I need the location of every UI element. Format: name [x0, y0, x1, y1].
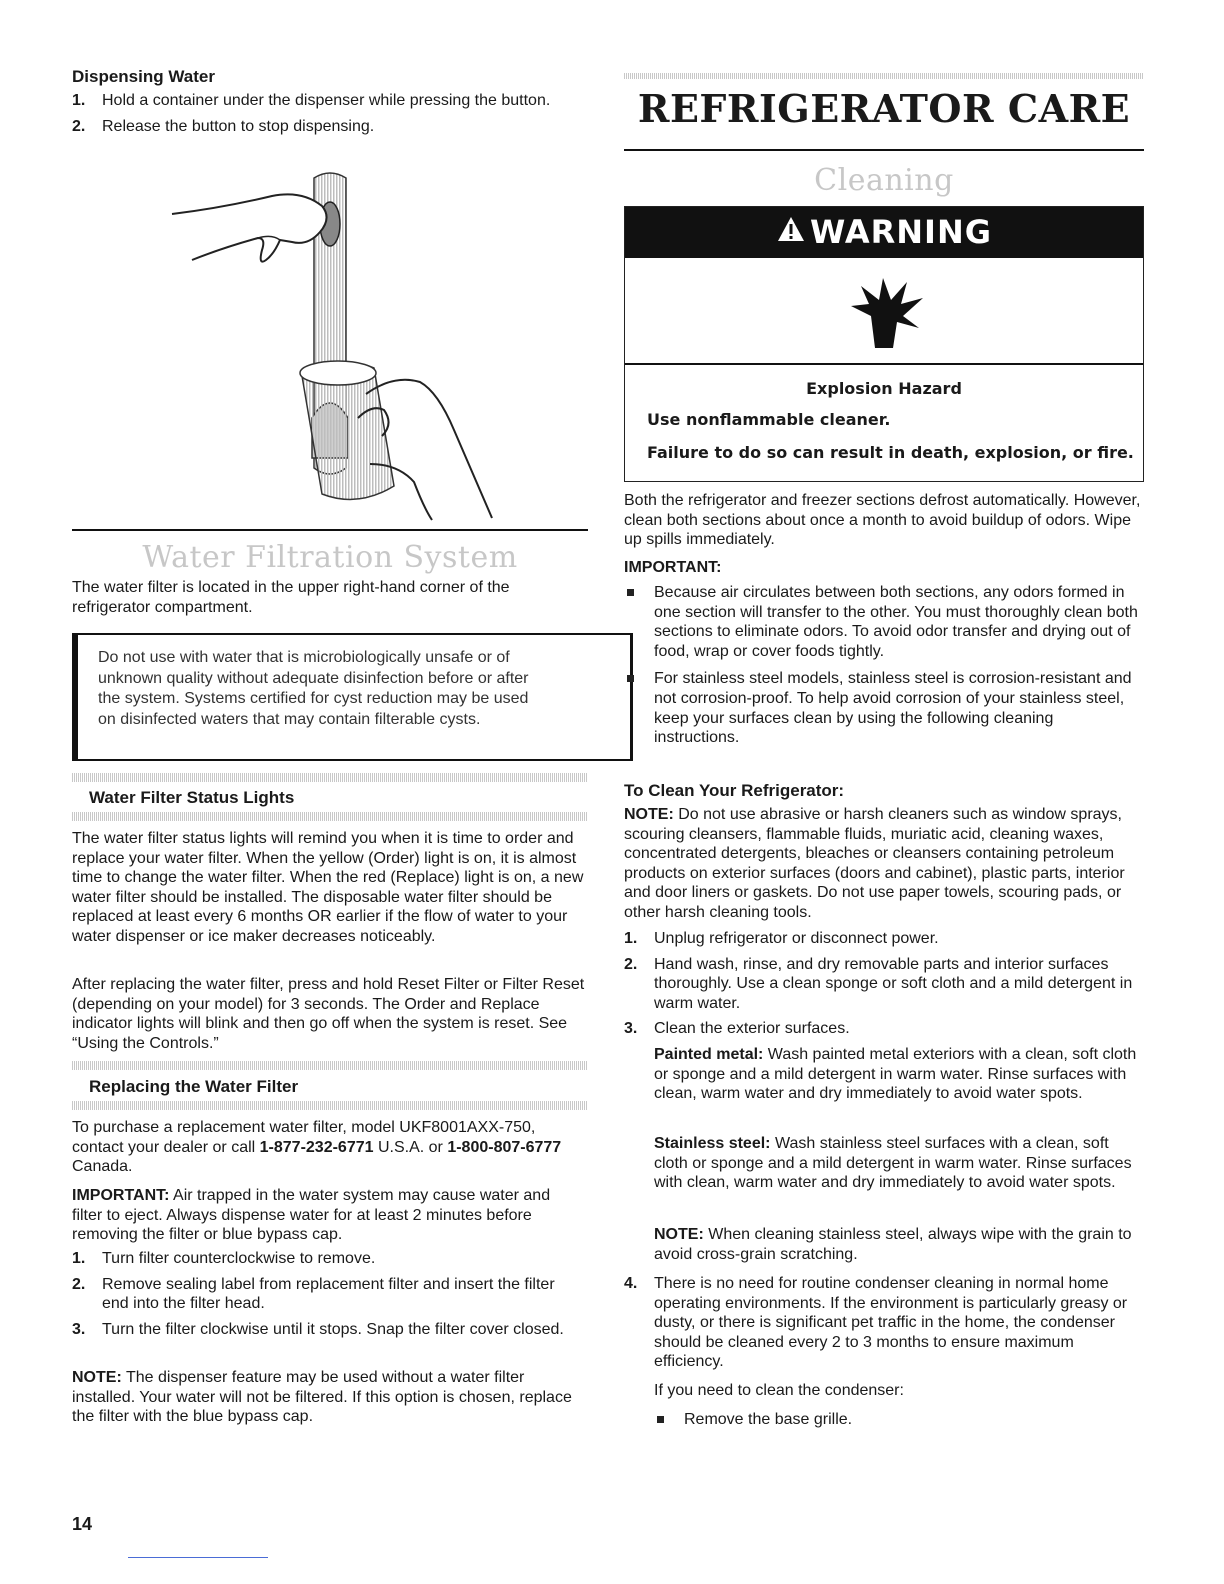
bullet-icon	[657, 1416, 664, 1423]
purchase-filter-text: To purchase a replacement water filter, model UKF8001AXX-750, contact your dealer or call 1-877-232-6771 U.S.A. or 1-800-807-6777 Canada.	[72, 1119, 562, 1176]
warning-triangle-icon	[776, 213, 806, 251]
bullet-icon	[627, 589, 634, 596]
defrost-text: Both the refrigerator and freezer sections defrost automatically. However, clean both sections about once a month to avoid buildup of odors. Wipe up spills immediately.	[624, 492, 1141, 549]
list-item: 1. Unplug refrigerator or disconnect power.	[624, 930, 939, 947]
warning-banner	[625, 207, 1143, 258]
cleaning-subtitle: Cleaning	[814, 163, 954, 198]
water-filtration-title: Water Filtration System	[142, 540, 518, 575]
condenser-intro-text: If you need to clean the condenser:	[654, 1382, 904, 1399]
painted-metal-text: Painted metal: Wash painted metal exteriors with a clean, soft cloth or sponge and a mild detergent in warm water. Rinse surfaces with clean, warm water and dry immediately to avoid water spots.	[654, 1046, 1137, 1103]
hatch-divider	[72, 1101, 588, 1110]
warning-pictogram-area	[625, 258, 1143, 365]
phone-canada: 1-800-807-6777	[447, 1138, 562, 1156]
list-item: Remove the base grille.	[654, 1410, 1164, 1430]
important-label: IMPORTANT:	[624, 559, 722, 576]
list-item: 1. Turn filter counterclockwise to remove.	[72, 1250, 376, 1267]
grain-note-text: NOTE: When cleaning stainless steel, always wipe with the grain to avoid cross-grain scratching.	[654, 1226, 1132, 1263]
hazard-consequence: Failure to do so can result in death, explosion, or fire.	[647, 443, 1134, 462]
hatch-divider	[72, 812, 588, 821]
replacing-filter-heading: Replacing the Water Filter	[89, 1077, 299, 1096]
list-item: 1. Hold a container under the dispenser while pressing the button.	[72, 92, 551, 109]
phone-us: 1-877-232-6771	[259, 1138, 374, 1156]
important-air-text: IMPORTANT: Air trapped in the water system may cause water and filter to eject. Always dispense water for at least 2 minutes before removing the filter or blue bypass cap.	[72, 1187, 551, 1244]
reset-filter-text: After replacing the water filter, press and hold Reset Filter or Filter Reset (depending on your model) for 3 seconds. The Order and Replace indicator lights will blink and then go off when the system is reset. See “Using the Controls.”	[72, 976, 585, 1052]
filter-location-text: The water filter is located in the upper right-hand corner of the refrigerator compartment.	[72, 579, 510, 616]
list-item: 4. There is no need for routine condenser cleaning in normal home operating environments. If the environment is particularly greasy or dusty, or there is significant pet traffic in the home, the condenser should be cleaned every 2 to 3 months to ensure maximum efficiency.	[624, 1275, 1128, 1371]
hatch-divider	[624, 73, 1144, 79]
list-item: 3. Turn the filter clockwise until it stops. Snap the filter cover closed.	[72, 1320, 564, 1338]
hazard-instruction: Use nonflammable cleaner.	[647, 410, 891, 429]
section-divider	[72, 529, 588, 531]
list-item: 2. Remove sealing label from replacement filter and insert the filter end into the filter head.	[72, 1275, 555, 1313]
explosion-icon	[845, 276, 929, 355]
bullet-icon	[627, 675, 634, 682]
important-bullets	[624, 583, 1140, 748]
cleaning-steps	[624, 929, 1134, 1039]
hazard-title: Explosion Hazard	[806, 379, 962, 398]
page-number: 14	[72, 1514, 93, 1534]
warning-box	[624, 206, 1144, 482]
list-item: 2. Hand wash, rinse, and dry removable parts and interior surfaces thoroughly. Use a clean sponge or soft cloth and a mild detergent in warm water.	[624, 955, 1133, 1012]
stainless-steel-text: Stainless steel: Wash stainless steel surfaces with a clean, soft cloth or sponge and a mild detergent in warm water. Rinse surfaces with clean, warm water and dry immediately to avoid water spots.	[654, 1135, 1132, 1192]
list-item: Because air circulates between both sections, any odors formed in one section will transfer to the other. You must thoroughly clean both sections to eliminate odors. To avoid odor transfer and drying out of food, wrap or cover foods tightly.	[624, 583, 1140, 661]
dispensing-heading: Dispensing Water	[72, 67, 215, 86]
warning-label: WARNING	[810, 213, 992, 251]
list-item: 2. Release the button to stop dispensing.	[72, 117, 375, 135]
hatch-divider	[72, 1061, 588, 1070]
status-lights-heading: Water Filter Status Lights	[89, 788, 295, 807]
bypass-note-text: NOTE: The dispenser feature may be used without a water filter installed. Your water will not be filtered. If this option is chosen, replace the filter with the blue bypass cap.	[72, 1369, 572, 1426]
dispenser-illustration	[162, 168, 522, 528]
abrasive-note-text: NOTE: Do not use abrasive or harsh cleaners such as window sprays, scouring cleansers, flammable fluids, muriatic acid, cleaning waxes, concentrated detergents, bleaches or cleansers containing petroleum products on exterior surfaces (doors and cabinet), plastic parts, interior and door liners or gaskets. Do not use paper towels, scouring pads, or other harsh cleaning tools.	[624, 806, 1125, 921]
filtration-notice-box	[72, 633, 633, 761]
filtration-notice-text: Do not use with water that is microbiologically unsafe or of unknown quality without adequate disinfection before or after the system. Systems certified for cyst reduction may be used on disinfected waters that may contain filterable cysts.	[98, 649, 529, 728]
clean-refrigerator-heading: To Clean Your Refrigerator:	[624, 781, 845, 800]
replacing-steps	[72, 1249, 572, 1339]
title-underline	[624, 149, 1144, 151]
hatch-divider	[72, 773, 588, 782]
list-item: For stainless steel models, stainless steel is corrosion-resistant and not corrosion-proof. To help avoid corrosion of your stainless steel, keep your surfaces clean by using the following cleaning instructions.	[624, 669, 1140, 747]
page-title: REFRIGERATOR CARE	[637, 86, 1131, 131]
dispensing-steps	[72, 91, 552, 136]
footer-rule	[128, 1557, 268, 1558]
status-lights-text: The water filter status lights will remind you when it is time to order and replace your water filter. When the yellow (Order) light is on, it is almost time to change the water filter. When the red (Replace) light is on, a new water filter should be installed. The disposable water filter should be replaced at least every 6 months OR earlier if the flow of water to your water dispenser or ice maker decreases noticeably.	[72, 830, 584, 945]
list-item: 3. Clean the exterior surfaces.	[624, 1020, 850, 1038]
